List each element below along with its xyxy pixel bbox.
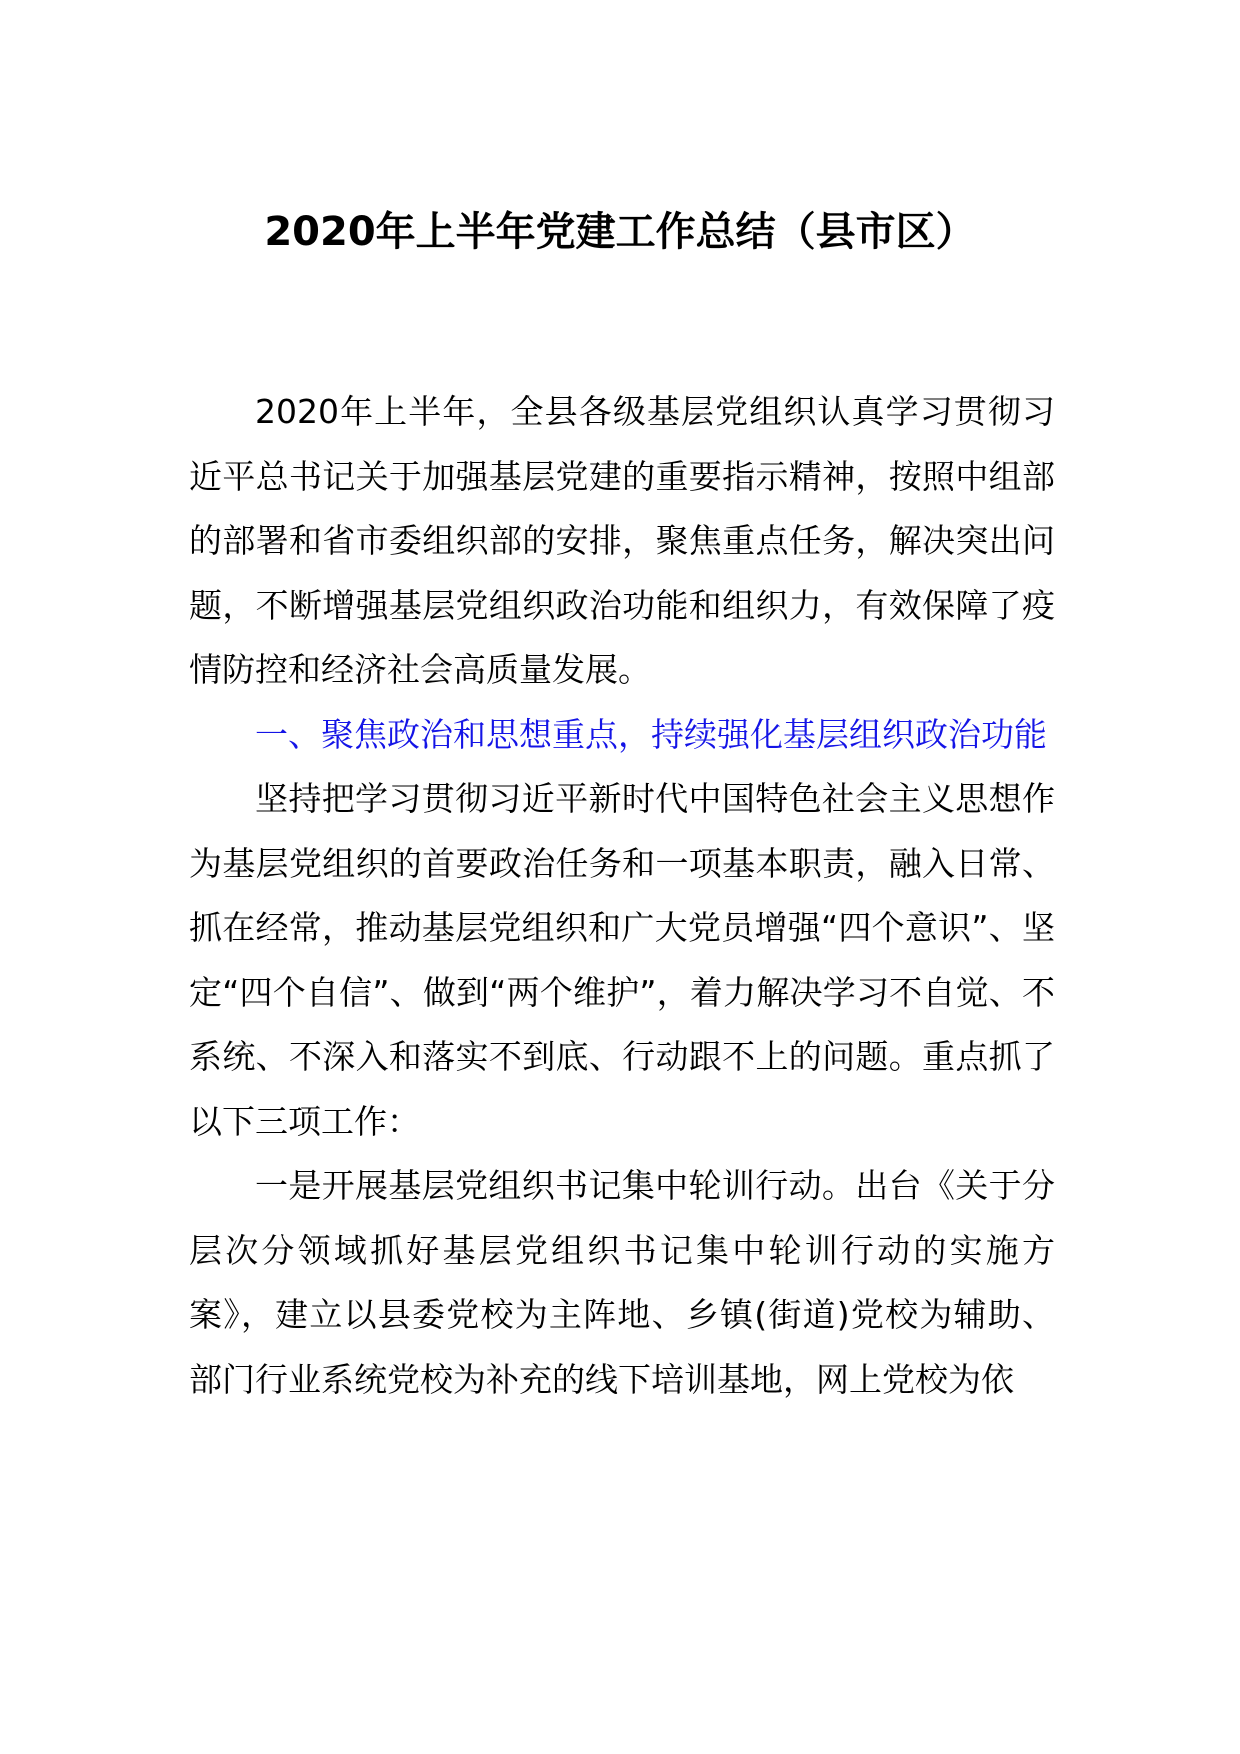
section-heading-1: 一、聚焦政治和思想重点，持续强化基层组织政治功能 bbox=[255, 714, 1047, 754]
paragraph-intro: 2020年上半年，全县各级基层党组织认真学习贯彻习近平总书记关于加强基层党建的重要指示精神，按照中组部的部署和省市委组织部的安排，聚焦重点任务，解决突出问题，不断增强基层党组织政治功能和组织力，有效保障了疫情防控和经济社会高质量发展。 bbox=[189, 392, 1055, 689]
document-body bbox=[189, 380, 1055, 1412]
paragraph-section-1-body: 坚持把学习贯彻习近平新时代中国特色社会主义思想作为基层党组织的首要政治任务和一项基本职责，融入日常、抓在经常，推动基层党组织和广大党员增强“四个意识”、坚定“四个自信”、做到“两个维护”，着力解决学习不自觉、不系统、不深入和落实不到底、行动跟不上的问题。重点抓了以下三项工作： bbox=[189, 779, 1055, 1141]
document-title: 2020年上半年党建工作总结（县市区） bbox=[264, 209, 976, 255]
paragraph-item-1: 一是开展基层党组织书记集中轮训行动。出台《关于分层次分领域抓好基层党组织书记集中轮训行动的实施方案》，建立以县委党校为主阵地、乡镇(街道)党校为辅助、部门行业系统党校为补充的线下培训基地，网上党校为依 bbox=[189, 1166, 1055, 1399]
